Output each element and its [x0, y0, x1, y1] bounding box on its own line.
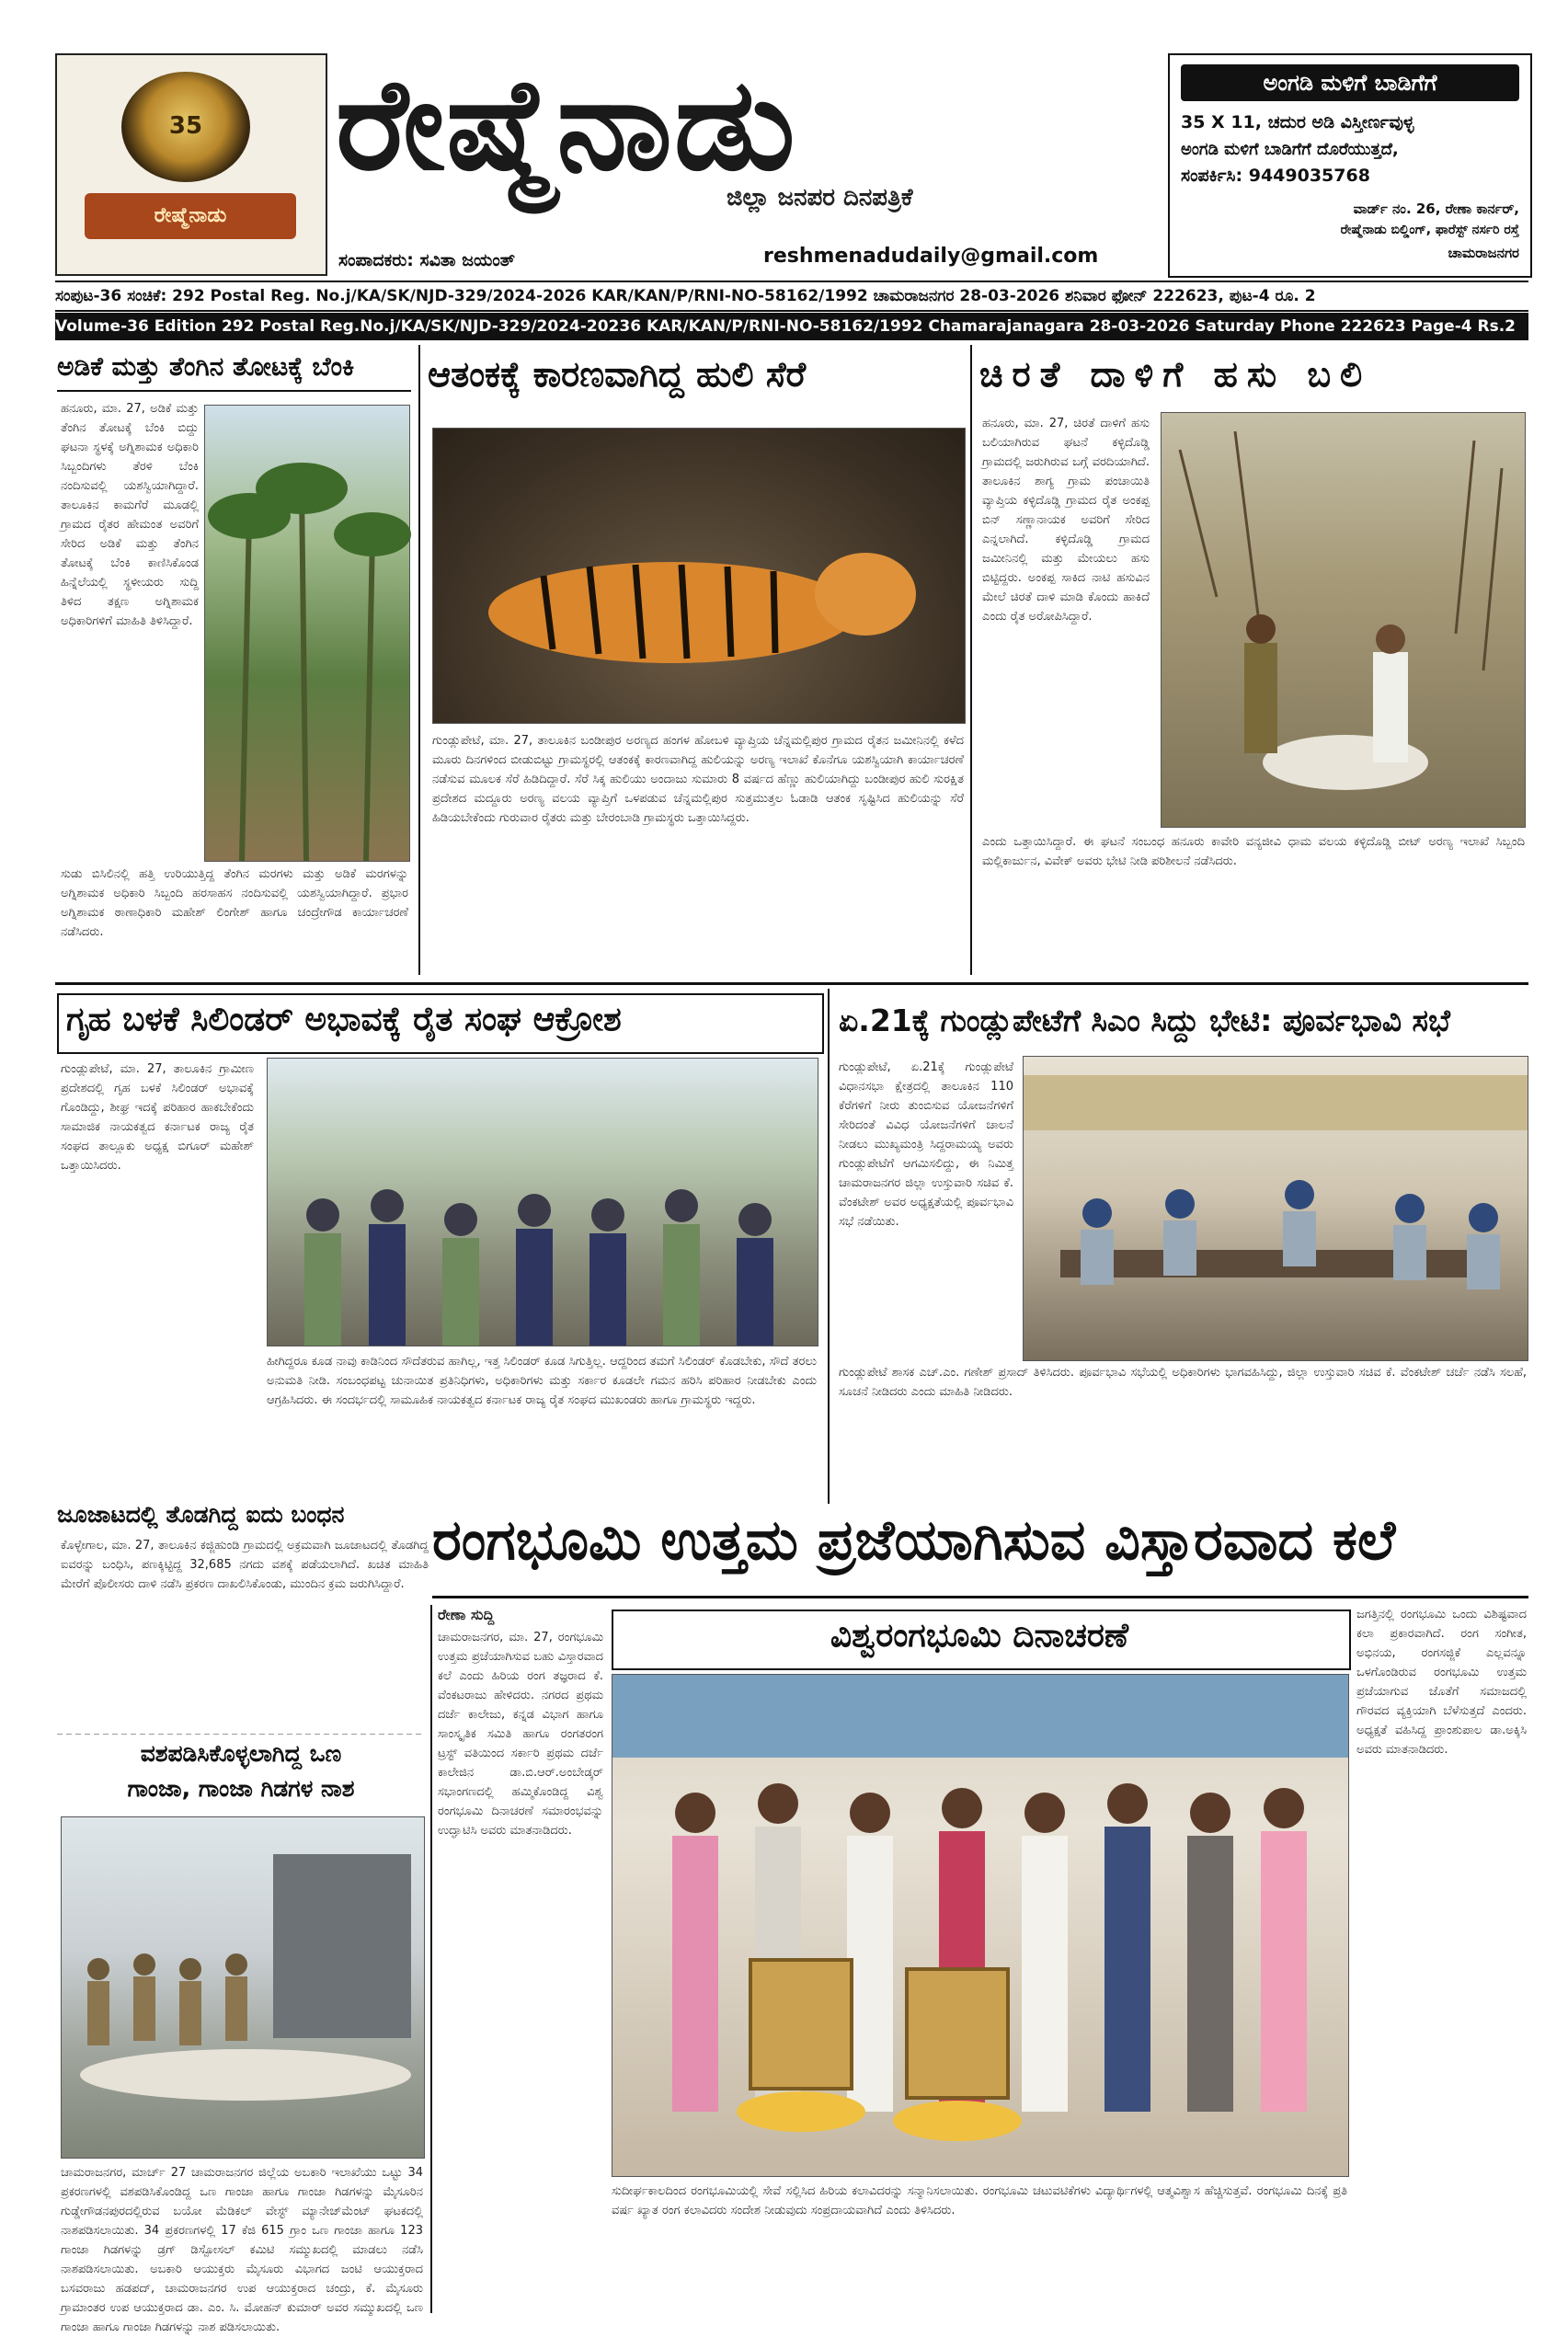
byline: ರೇಣಾ ಸುದ್ದಿ: [438, 1606, 495, 1623]
article-leopard-body: ಹನೂರು, ಮಾ. 27, ಚಿರತೆ ದಾಳಿಗೆ ಹಸು ಬಲಿಯಾಗಿರುವ ಘಟನೆ ಕಳ್ಳಿದೊಡ್ಡಿ ಗ್ರಾಮದಲ್ಲಿ ಜರುಗಿರುವ ಬಗ್ಗೆ ವರದಿಯಾಗಿದೆ. ತಾಲೂಕಿನ ಶಾಗ್ಯ ಗ್ರಾಮ ಪಂಚಾಯಿತಿ ವ್ಯಾಪ್ತಿಯ ಕಳ್ಳಿದೊಡ್ಡಿ ಗ್ರಾಮದ ರೈತ ಅಂಕಪ್ಪ ಬಿನ್ ಸಣ್ಣಾನಾಯಕ ಅವರಿಗೆ ಸೇರಿದ ಎನ್ನಲಾಗಿದೆ. ಕಳ್ಳಿದೊಡ್ಡಿ ಗ್ರಾಮದ ಜಮೀನಿನಲ್ಲಿ ಮತ್ತು ಮೇಯಲು ಹಸು ಬಿಟ್ಟಿದ್ದರು. ಅಂಕಪ್ಪ ಸಾಕಿದ ನಾಟಿ ಹಸುವಿನ ಮೇಲೆ ಚಿರತೆ ದಾಳಿ ಮಾಡಿ ಕೊಂದು ಹಾಕಿದೆ ಎಂದು ರೈತ ಅರೋಪಿಸಿದ್ದಾರೆ.: [982, 417, 1150, 624]
contact-email[interactable]: reshmenadudaily@gmail.com: [763, 245, 1099, 268]
cow-icon: [1162, 413, 1525, 827]
photo-dead-cow: [1161, 412, 1526, 828]
divider: [432, 1596, 1528, 1598]
subhead-theatre-day: ವಿಶ್ವರಂಗಭೂಮಿ ದಿನಾಚರಣೆ: [830, 1617, 1129, 1655]
meeting-room-icon: [1024, 1057, 1528, 1360]
palm-trees-icon: [205, 406, 409, 861]
headline-gambling: ಜೂಜಾಟದಲ್ಲಿ ತೊಡಗಿದ್ದ ಐದು ಬಂಧನ: [57, 1501, 345, 1528]
article-tiger-body: ಗುಂಡ್ಲುಪೇಟೆ, ಮಾ. 27, ತಾಲೂಕಿನ ಬಂಡೀಪುರ ಅರಣ್ಯದ ಹಂಗಳ ಹೋಬಳಿ ವ್ಯಾಪ್ತಿಯ ಚೆನ್ನಮಲ್ಲಿಪುರ ಗ್ರಾಮದ ರೈತನ ಜಮೀನಿನಲ್ಲಿ ಕಳೆದ ಮೂರು ದಿನಗಳಿಂದ ಬೀಡುಬಿಟ್ಟು ಗ್ರಾಮಸ್ಥರಲ್ಲಿ ಆತಂಕಕ್ಕೆ ಕಾರಣವಾಗಿದ್ದ ಹುಲಿಯನ್ನು ಅರಣ್ಯ ಇಲಾಖೆ ಕೊನೆಗೂ ಯಶಸ್ವಿಯಾಗಿ ಕಾರ್ಯಾಚರಣೆ ನಡೆಸುವ ಮೂಲಕ ಸೆರೆ ಹಿಡಿದಿದ್ದಾರೆ. ಸೆರೆ ಸಿಕ್ಕ ಹುಲಿಯು ಅಂದಾಜು ಸುಮಾರು 8 ವರ್ಷದ ಹೆಣ್ಣು ಹುಲಿಯಾಗಿದ್ದು ಬಂಡೀಪುರ ಹುಲಿ ಸುರಕ್ಷಿತ ಪ್ರದೇಶದ ಮದ್ದೂರು ಅರಣ್ಯ ವಲಯ ವ್ಯಾಪ್ತಿಗೆ ಒಳಪಡುವ ಚೆನ್ನಮಲ್ಲಿಪುರ ಸುತ್ತಮುತ್ತಲ ಓಡಾಡಿ ಆತಂಕ ಸೃಷ್ಟಿಸಿದ ಹುಲಿಯನ್ನು ಸೆರೆ ಹಿಡಿಯಬೇಕೆಂದು ಗುರುವಾರ ರೈತರು ಮತ್ತು ಬೇರಂಬಾಡಿ ಗ್ರಾಮಸ್ಥರು ಒತ್ತಾಯಿಸಿದ್ದರು.: [432, 734, 964, 825]
ad-heading: ಅಂಗಡಿ ಮಳಿಗೆ ಬಾಡಿಗೆಗೆ: [1181, 64, 1519, 101]
issue-info-kannada: ಸಂಪುಟ-36 ಸಂಚಿಕೆ: 292 Postal Reg. No.j/KA/SK/NJD-329/2024-2026 KAR/KAN/P/RNI-NO-58162/1992 ಚಾಮರಾಜನಗರ 28-03-2026 ಶನಿವಾರ ಫೋನ್ 222623, ಪುಟ-4 ರೂ. 2: [55, 281, 1528, 312]
row-divider: [55, 982, 1528, 985]
headline-theatre: ರಂಗಭೂಮಿ ಉತ್ತಮ ಪ್ರಜೆಯಾಗಿಸುವ ವಿಸ್ತಾರವಾದ ಕಲೆ: [432, 1508, 1396, 1573]
felicitation-group-icon: [612, 1675, 1348, 2176]
issue-info-english: Volume-36 Edition 292 Postal Reg.No.j/KA/SK/NJD-329/2024-20236 KAR/KAN/P/RNI-NO-58162/1992 Chamarajanagara 28-03-2026 Saturday Phone 222623 Page-4 Rs.2: [55, 313, 1528, 340]
newspaper-title: ರೇಷ್ಮೆನಾಡು: [336, 49, 797, 199]
headline-cm-visit: ಏ.21ಕ್ಕೆ ಗುಂಡ್ಲುಪೇಟೆಗೆ ಸಿಎಂ ಸಿದ್ದು ಭೇಟಿ: ಪೂರ್ವಭಾವಿ ಸಭೆ: [839, 1002, 1450, 1038]
article-theatre-body: [438, 1605, 603, 2313]
ad-phone: ಸಂಪರ್ಕಿಸಿ: 9449035768: [1181, 166, 1370, 186]
photo-ganja-destruction: [61, 1816, 425, 2159]
anniversary-seal-icon: 35: [121, 72, 250, 182]
ad-line-2: ಅಂಗಡಿ ಮಳಿಗೆ ಬಾಡಿಗೆಗೆ ದೊರೆಯುತ್ತದೆ,: [1181, 140, 1399, 159]
headline-cylinder: ಗೃಹ ಬಳಕೆ ಸಿಲಿಂಡರ್ ಅಭಾವಕ್ಕೆ ರೈತ ಸಂಘ ಆಕ್ರೋಶ: [66, 1001, 622, 1038]
ad-line-4: ವಾರ್ಡ್ ನಂ. 26, ರೇಣಾ ಕಾರ್ನರ್,: [1353, 200, 1519, 217]
article-cm-visit-body: ಗುಂಡ್ಲುಪೇಟೆ, ಏ.21ಕ್ಕೆ ಗುಂಡ್ಲುಪೇಟೆ ವಿಧಾನಸಭಾ ಕ್ಷೇತ್ರದಲ್ಲಿ ತಾಲೂಕಿನ 110 ಕೆರೆಗಳಿಗೆ ನೀರು ತುಂಬಿಸುವ ಯೋಜನೆಗಳಿಗೆ ಸೇರಿದಂತೆ ವಿವಿಧ ಯೋಜನೆಗಳಿಗೆ ಚಾಲನೆ ನೀಡಲು ಮುಖ್ಯಮಂತ್ರಿ ಸಿದ್ದರಾಮಯ್ಯ ಅವರು ಗುಂಡ್ಲುಪೇಟೆಗೆ ಆಗಮಿಸಲಿದ್ದು, ಈ ನಿಮಿತ್ತ ಚಾಮರಾಜನಗರ ಜಿಲ್ಲಾ ಉಸ್ತುವಾರಿ ಸಚಿವ ಕೆ. ವೆಂಕಟೇಶ್ ಅವರ ಅಧ್ಯಕ್ಷತೆಯಲ್ಲಿ ಪೂರ್ವಭಾವಿ ಸಭೆ ನಡೆಯಿತು.: [839, 1060, 1013, 1229]
headline-ganja-2: ಗಾಂಜಾ, ಗಾಂಜಾ ಗಿಡಗಳ ನಾಶ: [127, 1775, 355, 1802]
article-theatre-caption: ಸುದೀರ್ಘಕಾಲದಿಂದ ರಂಗಭೂಮಿಯಲ್ಲಿ ಸೇವೆ ಸಲ್ಲಿಸಿದ ಹಿರಿಯ ಕಲಾವಿದರನ್ನು ಸನ್ಮಾನಿಸಲಾಯಿತು. ರಂಗಭೂಮಿ ಚಟುವಟಿಕೆಗಳು ವಿದ್ಯಾರ್ಥಿಗಳಲ್ಲಿ ಆತ್ಮವಿಶ್ವಾಸ ಹೆಚ್ಚಿಸುತ್ತವೆ. ರಂಗಭೂಮಿ ದಿನಕ್ಕೆ ಪ್ರತಿ ವರ್ಷ ಖ್ಯಾತ ರಂಗ ಕಲಾವಿದರು ಸಂದೇಶ ನೀಡುವುದು ಸಂಪ್ರದಾಯವಾಗಿದೆ ಎಂದು ತಿಳಿಸಿದರು.: [612, 2184, 1347, 2217]
divider: [57, 390, 411, 392]
ad-line-1: 35 X 11, ಚದುರ ಅಡಿ ವಿಸ್ತೀರ್ಣವುಳ್ಳ: [1181, 112, 1414, 132]
article-cm-visit-caption: ಗುಂಡ್ಲುಪೇಟೆ ಶಾಸಕ ಎಚ್.ಎಂ. ಗಣೇಶ್ ಪ್ರಸಾದ್ ತಿಳಿಸಿದರು. ಪೂರ್ವಭಾವಿ ಸಭೆಯಲ್ಲಿ ಅಧಿಕಾರಿಗಳು ಭಾಗವಹಿಸಿದ್ದು, ಜಿಲ್ಲಾ ಉಸ್ತುವಾರಿ ಸಚಿವ ಕೆ. ವೆಂಕಟೇಶ್ ಚರ್ಚೆ ನಡೆಸಿ ಸಲಹೆ, ಸೂಚನೆ ನೀಡಿದರು ಎಂದು ಮಾಹಿತಿ ನೀಡಿದರು.: [839, 1366, 1527, 1399]
photo-coconut-grove: [204, 405, 410, 862]
headline-ganja-1: ವಶಪಡಿಸಿಕೊಳ್ಳಲಾಗಿದ್ದ ಒಣ: [140, 1740, 342, 1767]
article-gambling-body: ಕೊಳ್ಳೇಗಾಲ, ಮಾ. 27, ತಾಲೂಕಿನ ಕಜ್ಜಿಹುಂಡಿ ಗ್ರಾಮದಲ್ಲಿ ಅಕ್ರಮವಾಗಿ ಜೂಜಾಟದಲ್ಲಿ ತೊಡಗಿದ್ದ ಐವರನ್ನು ಬಂಧಿಸಿ, ಪಣಕ್ಕಿಟ್ಟಿದ್ದ 32,685 ನಗದು ವಶಕ್ಕೆ ಪಡೆಯಲಾಗಿದೆ. ಖಚಿತ ಮಾಹಿತಿ ಮೇರೆಗೆ ಪೊಲೀಸರು ದಾಳಿ ನಡೆಸಿ ಪ್ರಕರಣ ದಾಖಲಿಸಿಕೊಂಡು, ಮುಂದಿನ ಕ್ರಮ ಜರುಗಿಸಿದ್ದಾರೆ.: [61, 1539, 429, 1591]
article-cylinder-body-2: ಹೀಗಿದ್ದರೂ ಕೂಡ ನಾವು ಕಾಡಿನಿಂದ ಸೌದೆತರುವ ಹಾಗಿಲ್ಲ, ಇತ್ತ ಸಿಲಿಂಡರ್ ಕೂಡ ಸಿಗುತ್ತಿಲ್ಲ. ಆದ್ದರಿಂದ ತಮಗೆ ಸಿಲಿಂಡರ್ ಕೊಡಬೇಕು, ಸೌದೆ ತರಲು ಅನುಮತಿ ನೀಡಿ. ಸಂಬಂಧಪಟ್ಟ ಚುನಾಯಿತ ಪ್ರತಿನಿಧಿಗಳು, ಅಧಿಕಾರಿಗಳು ಮತ್ತು ಸರ್ಕಾರ ಕೂಡಲೇ ಗಮನ ಹರಿಸಿ ಪರಿಹಾರ ನೀಡಬೇಕು ಎಂದು ಆಗ್ರಹಿಸಿದರು. ಈ ಸಂದರ್ಭದಲ್ಲಿ ಸಾಮೂಹಿಕ ನಾಯಕತ್ವದ ಕರ್ನಾಟಕ ರಾಜ್ಯ ರೈತ ಸಂಘದ ಮುಖಂಡರು ಹಾಗೂ ಗ್ರಾಮಸ್ಥರು ಇದ್ದರು.: [267, 1355, 817, 1407]
article-theatre-body-right: ಜಗತ್ತಿನಲ್ಲಿ ರಂಗಭೂಮಿ ಒಂದು ವಿಶಿಷ್ಟವಾದ ಕಲಾ ಪ್ರಕಾರವಾಗಿದೆ. ರಂಗ ಸಂಗೀತ, ಅಭಿನಯ, ರಂಗಸಜ್ಜಿಕೆ ಎಲ್ಲವನ್ನೂ ಒಳಗೊಂಡಿರುವ ರಂಗಭೂಮಿ ಉತ್ತಮ ಪ್ರಜೆಯಾಗುವ ಜೊತೆಗೆ ಸಮಾಜದಲ್ಲಿ ಗೌರವದ ವ್ಯಕ್ತಿಯಾಗಿ ಬೆಳೆಸುತ್ತದೆ ಎಂದರು. ಅಧ್ಯಕ್ಷತೆ ವಹಿಸಿದ್ದ ಪ್ರಾಂಶುಪಾಲ ಡಾ.ಅಕ್ಕಿಸಿ ಅವರು ಮಾತನಾಡಿದರು.: [1356, 1608, 1527, 1757]
column-rule: [970, 345, 972, 975]
newspaper-logo: [55, 53, 327, 276]
officials-icon: [62, 1817, 424, 2158]
column-rule: [828, 989, 830, 1504]
editor-credit: ಸಂಪಾದಕರು: ಸವಿತಾ ಜಯಂತ್: [338, 250, 516, 270]
headline-tiger: ಆತಂಕಕ್ಕೆ ಕಾರಣವಾಗಿದ್ದ ಹುಲಿ ಸೆರೆ: [428, 354, 807, 395]
tiger-icon: [433, 429, 965, 723]
article-theatre-text: ಚಾಮರಾಜನಗರ, ಮಾ. 27, ರಂಗಭೂಮಿ ಉತ್ತಮ ಪ್ರಜೆಯಾಗಿಸುವ ಬಹು ವಿಸ್ತಾರವಾದ ಕಲೆ ಎಂದು ಹಿರಿಯ ರಂಗ ತಜ್ಞರಾದ ಕೆ. ವೆಂಕಟರಾಜು ಹೇಳಿದರು. ನಗರದ ಪ್ರಥಮ ದರ್ಜೆ ಕಾಲೇಜು, ಕನ್ನಡ ವಿಭಾಗ ಹಾಗೂ ಸಾಂಸ್ಕೃತಿಕ ಸಮಿತಿ ಹಾಗೂ ರಂಗತರಂಗ ಟ್ರಸ್ಟ್ ವತಿಯಿಂದ ಸರ್ಕಾರಿ ಪ್ರಥಮ ದರ್ಜೆ ಕಾಲೇಜಿನ ಡಾ.ಬಿ.ಆರ್.ಅಂಬೇಡ್ಕರ್ ಸಭಾಂಗಣದಲ್ಲಿ ಹಮ್ಮಿಕೊಂಡಿದ್ದ ವಿಶ್ವ ರಂಗಭೂಮಿ ದಿನಾಚರಣೆ ಸಮಾರಂಭವನ್ನು ಉದ್ಘಾಟಿಸಿ ಅವರು ಮಾತನಾಡಿದರು.: [438, 1631, 603, 1838]
photo-theatre-felicitation: [612, 1674, 1349, 2177]
ad-line-6: ಚಾಮರಾಜನಗರ: [1448, 245, 1519, 261]
article-cylinder-body: ಗುಂಡ್ಲುಪೇಟೆ, ಮಾ. 27, ತಾಲೂಕಿನ ಗ್ರಾಮೀಣ ಪ್ರದೇಶದಲ್ಲಿ ಗೃಹ ಬಳಕೆ ಸಿಲಿಂಡರ್ ಅಭಾವಕ್ಕೆ ಗೊಂಡಿದ್ದು, ಶೀಘ್ರ ಇದಕ್ಕೆ ಪರಿಹಾರ ಹಾಕಬೇಕೆಂದು ಸಾಮಾಜಿಕ ನಾಯಕತ್ವದ ಕರ್ನಾಟಕ ರಾಜ್ಯ ರೈತ ಸಂಘದ ತಾಲ್ಲೂಕು ಅಧ್ಯಕ್ಷ ಬಿಗೂರ್ ಮಹೇಶ್ ಒತ್ತಾಯಿಸಿದರು.: [61, 1062, 254, 1173]
classified-ad: [1168, 53, 1532, 278]
article-ganja-body: ಚಾಮರಾಜನಗರ, ಮಾರ್ಚ್ 27 ಚಾಮರಾಜನಗರ ಜಿಲ್ಲೆಯ ಅಬಕಾರಿ ಇಲಾಖೆಯು ಒಟ್ಟು 34 ಪ್ರಕರಣಗಳಲ್ಲಿ ವಶಪಡಿಸಿಕೊಂಡಿದ್ದ ಒಣ ಗಾಂಜಾ ಹಾಗೂ ಗಾಂಜಾ ಗಿಡಗಳನ್ನು ಮೈಸೂರಿನ ಗುಡ್ಡೇಗೌಡನಪುರದಲ್ಲಿರುವ ಬಯೋ ಮೆಡಿಕಲ್ ವೇಸ್ಟ್ ಮ್ಯಾನೇಜ್‌ಮೆಂಟ್ ಘಟಕದಲ್ಲಿ ನಾಶಪಡಿಸಲಾಯಿತು. 34 ಪ್ರಕರಣಗಳಲ್ಲಿ 17 ಕೆಜಿ 615 ಗ್ರಾಂ ಒಣ ಗಾಂಜಾ ಹಾಗೂ 123 ಗಾಂಜಾ ಗಿಡಗಳನ್ನು ಡ್ರಗ್ ಡಿಸ್ಪೋಸಲ್ ಕಮಿಟಿ ಸಮ್ಮುಖದಲ್ಲಿ ಮಾಡಲು ನಡೆಸಿ ನಾಶಪಡಿಸಲಾಯಿತು. ಅಬಕಾರಿ ಆಯುಕ್ತರು ಮೈಸೂರು ವಿಭಾಗದ ಜಂಟಿ ಆಯುಕ್ತರಾದ ಬಸವರಾಜು ಹಡಪದ್, ಚಾಮರಾಜನಗರ ಉಪ ಆಯುಕ್ತರಾದ ಚಂದ್ರು, ಕೆ. ಮೈಸೂರು ಗ್ರಾಮಾಂತರ ಉಪ ಆಯುಕ್ತರಾದ ಡಾ. ಎಂ. ಸಿ. ಮೋಹನ್ ಕುಮಾರ್ ಅವರ ಸಮ್ಮುಖದಲ್ಲಿ ಒಣ ಗಾಂಜಾ ಹಾಗೂ ಗಾಂಜಾ ಗಿಡಗಳನ್ನು ನಾಶ ಪಡಿಸಲಾಯಿತು.: [61, 2166, 423, 2334]
article-fire-body-2: ಸುಡು ಬಿಸಿಲಿನಲ್ಲಿ ಹತ್ತಿ ಉರಿಯುತ್ತಿದ್ದ ತೆಂಗಿನ ಮರಗಳು ಮತ್ತು ಅಡಿಕೆ ಮರಗಳನ್ನು ಅಗ್ನಿಶಾಮಕ ಅಧಿಕಾರಿ ಸಿಬ್ಬಂದಿ ಹರಸಾಹಸ ನಂದಿಸುವಲ್ಲಿ ಯಶಸ್ವಿಯಾಗಿದ್ದಾರೆ. ಪ್ರಭಾರ ಅಗ್ನಿಶಾಮಕ ಠಾಣಾಧಿಕಾರಿ ಮಹೇಶ್ ಲಿಂಗೇಶ್ ಹಾಗೂ ಚಂದ್ರೇಗೌಡ ಕಾರ್ಯಾಚರಣೆ ನಡೆಸಿದರು.: [61, 867, 408, 939]
article-leopard-caption: ಎಂದು ಒತ್ತಾಯಿಸಿದ್ದಾರೆ. ಈ ಘಟನೆ ಸಂಬಂಧ ಹನೂರು ಕಾವೇರಿ ವನ್ಯಜೀವಿ ಧಾಮ ವಲಯ ಕಳ್ಳಿದೊಡ್ಡಿ ಬೀಟ್ ಅರಣ್ಯ ಇಲಾಖೆ ಸಿಬ್ಬಂದಿ ಮಲ್ಲಿಕಾರ್ಜುನ, ವಿವೇಕ್ ಅವರು ಭೇಟಿ ನೀಡಿ ಪರಿಶೀಲನೆ ನಡೆಸಿದರು.: [982, 835, 1525, 868]
crowd-icon: [268, 1059, 818, 1346]
photo-protest: [267, 1058, 818, 1346]
divider: [57, 1734, 425, 1735]
column-rule: [418, 345, 420, 975]
column-rule: [430, 1605, 432, 2313]
newspaper-subtitle: ಜಿಲ್ಲಾ ಜನಪರ ದಿನಪತ್ರಿಕೆ: [727, 184, 913, 212]
article-fire-body: ಹನೂರು, ಮಾ. 27, ಅಡಿಕೆ ಮತ್ತು ತೆಂಗಿನ ತೋಟಕ್ಕೆ ಬೆಂಕಿ ಬಿದ್ದು ಘಟನಾ ಸ್ಥಳಕ್ಕೆ ಅಗ್ನಿಶಾಮಕ ಅಧಿಕಾರಿ ಸಿಬ್ಬಂದಿಗಳು ತೆರಳಿ ಬೆಂಕಿ ನಂದಿಸುವಲ್ಲಿ ಯಶಸ್ವಿಯಾಗಿದ್ದಾರೆ. ತಾಲೂಕಿನ ಕಾಮಗೆರೆ ಮೂಡಲ್ಲಿ ಗ್ರಾಮದ ರೈತರ ಹೇಮಂತ ಅವರಿಗೆ ಸೇರಿದ ಅಡಿಕೆ ಮತ್ತು ತೆಂಗಿನ ತೋಟಕ್ಕೆ ಬೆಂಕಿ ಕಾಣಿಸಿಕೊಂಡ ಹಿನ್ನೆಲೆಯಲ್ಲಿ ಸ್ಥಳೀಯರು ಸುದ್ದಿ ತಿಳಿದ ತಕ್ಷಣ ಅಗ್ನಿಶಾಮಕ ಅಧಿಕಾರಿಗಳಿಗೆ ಮಾಹಿತಿ ತಿಳಿಸಿದ್ದಾರೆ.: [61, 402, 199, 628]
photo-meeting: [1023, 1056, 1528, 1361]
logo-ribbon: ರೇಷ್ಮೆನಾಡು: [85, 193, 296, 239]
headline-fire: ಅಡಿಕೆ ಮತ್ತು ತೆಂಗಿನ ತೋಟಕ್ಕೆ ಬೆಂಕಿ: [57, 351, 355, 382]
ad-line-5: ರೇಷ್ಮೆನಾಡು ಬಿಲ್ಡಿಂಗ್, ಫಾರೆಸ್ಟ್ ನರ್ಸರಿ ರಸ್ತೆ: [1340, 223, 1519, 237]
headline-leopard: ಚಿರತೆ ದಾಳಿಗೆ ಹಸು ಬಲಿ: [979, 354, 1372, 395]
photo-captured-tiger: [432, 428, 966, 724]
